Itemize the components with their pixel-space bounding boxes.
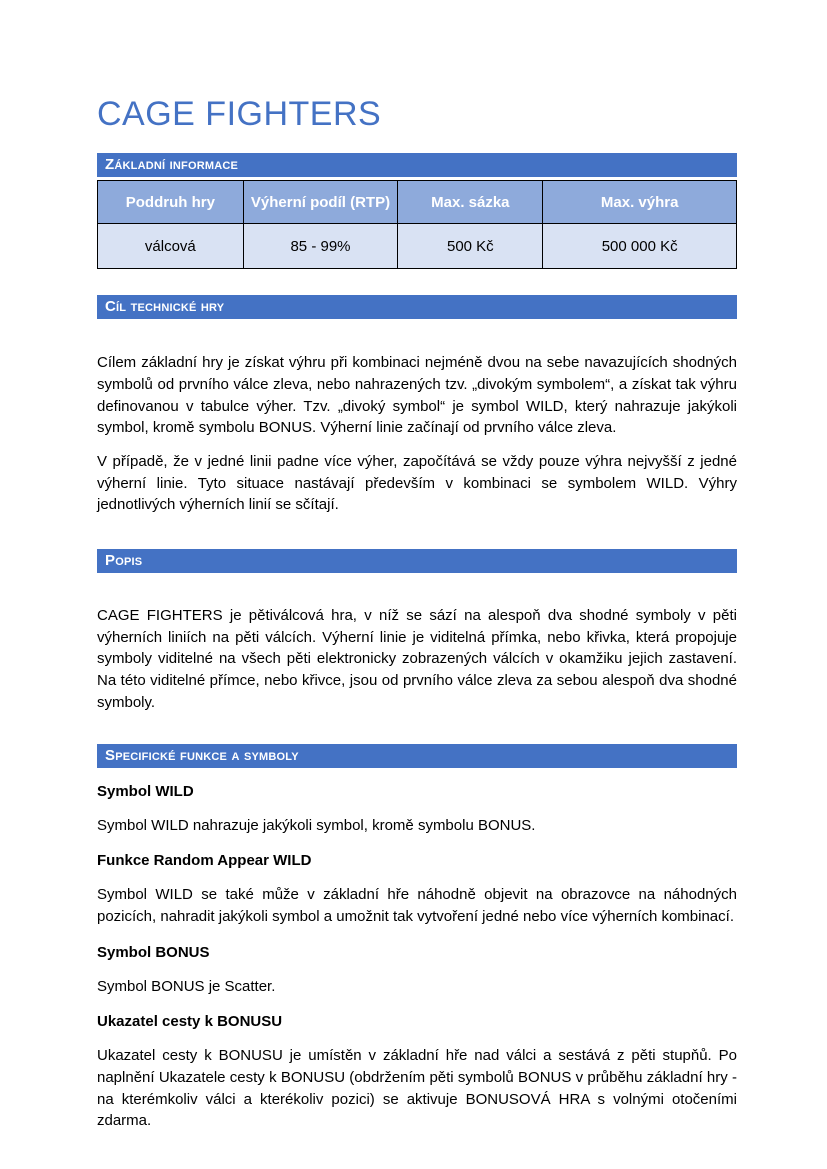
goal-paragraph-2: V případě, že v jedné linii padne více výher, započítává se vždy pouze výhra nejvyšší z jedné výherní linie. Tyto situace nastávají především v kombinaci se symbolem WILD. Výhry jednotlivých výherních linií se sčítají. (97, 452, 737, 514)
table-header-vyherni-podil: Výherní podíl (RTP) (243, 181, 398, 224)
basic-info-table (97, 180, 737, 269)
table-row (98, 224, 737, 269)
text-symbol-wild: Symbol WILD nahrazuje jakýkoli symbol, kromě symbolu BONUS. (97, 816, 536, 834)
text-symbol-bonus: Symbol BONUS je Scatter. (97, 977, 276, 995)
goal-paragraph-1: Cílem základní hry je získat výhru při kombinaci nejméně dvou na sebe navazujících shodných symbolů od prvního válce zleva, nebo nahrazených tzv. „divokým symbolem“, a získat tak výhru definovanou v tabulce výher. Tzv. „divoký symbol“ je symbol WILD, který nahrazuje jakýkoli symbol, kromě symbolu BONUS. Výherní linie začínají od prvního válce zleva. (97, 354, 737, 437)
table-header-row (98, 181, 737, 224)
subheading-funkce-random-appear-wild: Funkce Random Appear WILD (97, 852, 312, 870)
table-cell-max-sazka: 500 Kč (398, 224, 543, 269)
subheading-symbol-wild: Symbol WILD (97, 782, 194, 800)
description-paragraph: CAGE FIGHTERS je pětiválcová hra, v níž se sází na alespoň dva shodné symboly v pěti výherních liniích na pěti válcích. Výherní linie je viditelná přímka, nebo křivka, která propojuje symboly viditelné na všech pěti elektronicky zobrazených válcích v okamžiku jejich zastavení. Na této viditelné přímce, nebo křivce, jsou od prvního válce zleva za sebou alespoň dva shodné symboly. (97, 607, 737, 711)
section-header-zakladni-informace: Základní informace (97, 153, 737, 177)
text-funkce-random-appear-wild: Symbol WILD se také může v základní hře náhodně objevit na obrazovce na náhodných pozicích, nahradit jakýkoli symbol a umožnit tak vytvoření jedné nebo více výherních kombinací. (97, 886, 737, 925)
subheading-symbol-bonus: Symbol BONUS (97, 943, 210, 961)
table-cell-vyherni-podil: 85 - 99% (243, 224, 398, 269)
section-header-popis: Popis (97, 549, 737, 573)
document-title: CAGE FIGHTERS (97, 95, 382, 133)
section-header-cil-technicke-hry: Cíl technické hry (97, 295, 737, 319)
table-header-poddruh-hry: Poddruh hry (98, 181, 244, 224)
text-ukazatel-cesty-k-bonusu: Ukazatel cesty k BONUSU je umístěn v základní hře nad válci a sestává z pěti stupňů. Po naplnění Ukazatele cesty k BONUSU (obdržením pěti symbolů BONUS v průběhu základní hry - na kterémkoliv válci a kterékoliv pozici) se aktivuje BONUSOVÁ HRA s volnými otočeními zdarma. (97, 1047, 737, 1130)
page-content (97, 0, 737, 1132)
table-header-max-vyhra: Max. výhra (543, 181, 737, 224)
table-header-max-sazka: Max. sázka (398, 181, 543, 224)
table-cell-poddruh-hry: válcová (98, 224, 244, 269)
table-cell-max-vyhra: 500 000 Kč (543, 224, 737, 269)
section-header-specificke-funkce: Specifické funkce a symboly (97, 744, 737, 768)
subheading-ukazatel-cesty-k-bonusu: Ukazatel cesty k BONUSU (97, 1013, 283, 1031)
